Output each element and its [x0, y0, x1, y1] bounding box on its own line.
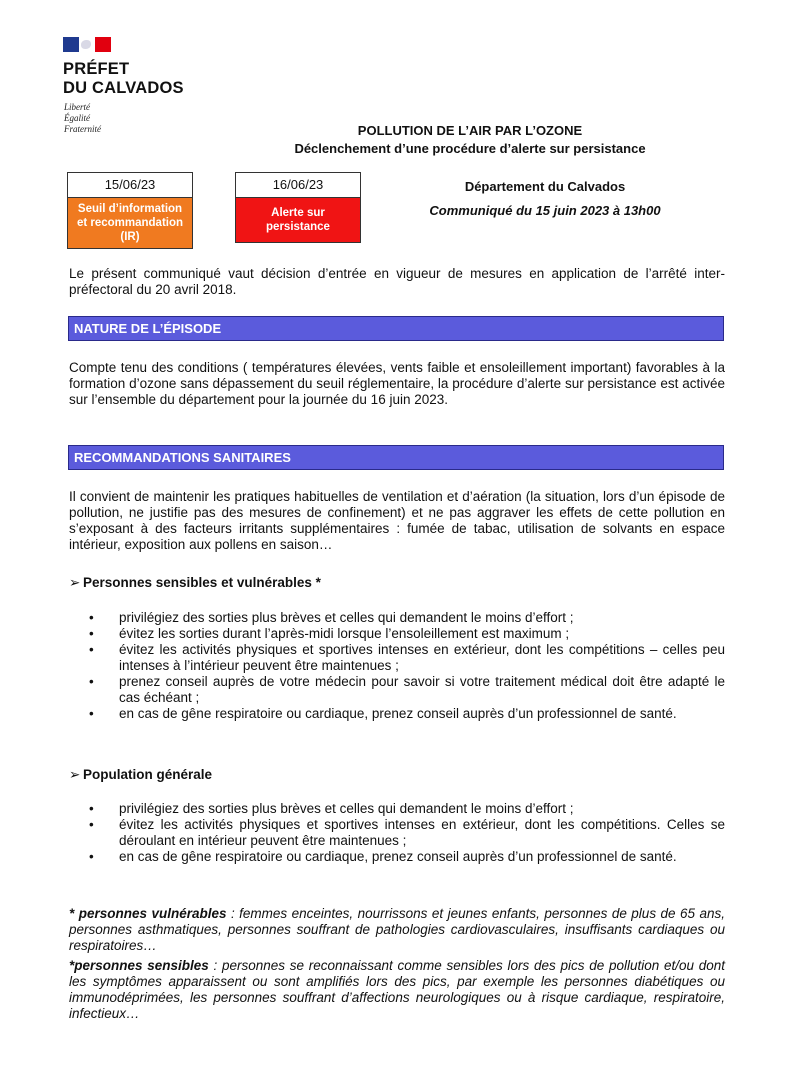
motto-liberte: Liberté [64, 102, 90, 112]
alert-date: 16/06/23 [236, 173, 360, 198]
recommandations-paragraph: Il convient de maintenir les pratiques habituelles de ventilation et d’aération (la situation, lors d’un épisode de pollution, ne justifie pas des mesures de confinement) et ne pas aggraver les effets de cette pollution en s’exposant à des facteurs irritants supplémentaires : fumée de tabac, utilisation de solvants en espace intérieur, exposition aux pollens en saison… [69, 489, 725, 552]
alert-box-day-1 [67, 172, 193, 249]
document-subtitle: Déclenchement d’une procédure d’alerte sur persistance [294, 141, 646, 156]
list-item: • en cas de gêne respiratoire ou cardiaque, prenez conseil auprès d’un professionnel de santé. [89, 706, 677, 721]
bullet-icon: • [89, 674, 94, 689]
footnote-sensibles-text: : personnes se reconnaissant comme sensibles lors des pics de pollution et/ou dont les symptômes apparaissent ou sont amplifiés lors des pics, par exemple les personnes diabétiques ou immunodéprimées, les personnes souffrant d’affections neurologiques ou à risque cardiaque, respiratoire, infectieux… [69, 958, 725, 1021]
list-sensibles [69, 610, 725, 722]
department-name: Département du Calvados [464, 179, 626, 194]
prefet-line-2: DU CALVADOS [63, 79, 184, 97]
subheading-sensibles-label: Personnes sensibles et vulnérables * [83, 575, 321, 590]
footnote-vulnerables-text: : femmes enceintes, nourrissons et jeunes enfants, personnes de plus de 65 ans, personnes asthmatiques, personnes souffrant de pathologies cardiovasculaires, insuffisants cardiaques ou respiratoires… [69, 906, 725, 953]
bullet-icon: • [89, 706, 94, 721]
alert-date: 15/06/23 [68, 173, 192, 198]
bullet-icon: • [89, 610, 94, 625]
list-generale [69, 801, 725, 865]
footnote-vulnerables [69, 906, 725, 954]
footnote-sensibles [69, 958, 725, 1022]
bullet-icon: • [89, 642, 94, 657]
alert-level-badge: Alerte sur persistance [236, 198, 360, 242]
bullet-icon: • [89, 626, 94, 641]
communique-date: Communiqué du 15 juin 2023 à 13h00 [429, 203, 661, 218]
list-item: • en cas de gêne respiratoire ou cardiaque, prenez conseil auprès d’un professionnel de santé. [89, 849, 677, 864]
list-item: • privilégiez des sorties plus brèves et celles qui demandent le moins d’effort ; [89, 610, 574, 625]
list-item: • évitez les activités physiques et sportives intenses en extérieur, dont les compétitions – celles peu intenses à l’intérieur peuvent être maintenues ; [89, 642, 725, 673]
subheading-generale-label: Population générale [83, 767, 213, 782]
list-item: • évitez les sorties durant l’après-midi lorsque l’ensoleillement est maximum ; [89, 626, 570, 641]
marianne-flag-logo [63, 37, 111, 52]
subheading-sensibles [69, 575, 321, 591]
subheading-generale [69, 767, 212, 783]
list-item: • prenez conseil auprès de votre médecin pour savoir si votre traitement médical doit être adapté le cas échéant ; [89, 674, 725, 705]
motto-egalite: Égalité [64, 113, 90, 123]
prefet-line-1: PRÉFET [63, 60, 130, 78]
alert-level-badge: Seuil d’information et recommandation (IR) [68, 198, 192, 248]
intro-paragraph: Le présent communiqué vaut décision d’entrée en vigueur de mesures en application de l’arrêté inter-préfectoral du 20 avril 2018. [69, 266, 725, 297]
alert-box-day-2 [235, 172, 361, 243]
bullet-icon: • [89, 817, 94, 832]
document-title: POLLUTION DE L’AIR PAR L’OZONE [357, 123, 583, 138]
bullet-icon: • [89, 801, 94, 816]
arrow-bullet-icon: ➢ [69, 767, 81, 782]
republic-motto [64, 102, 101, 135]
footnote-vulnerables-label: * personnes vulnérables [69, 906, 227, 921]
section-heading-nature: NATURE DE L’ÉPISODE [68, 316, 724, 341]
motto-fraternite: Fraternité [64, 124, 101, 134]
prefecture-name [63, 60, 184, 98]
list-item: • privilégiez des sorties plus brèves et celles qui demandent le moins d’effort ; [89, 801, 574, 816]
footnote-sensibles-label: *personnes sensibles [69, 958, 209, 973]
nature-paragraph: Compte tenu des conditions ( températures élevées, vents faible et ensoleillement important) favorables à la formation d’ozone sans dépassement du seuil réglementaire, la procédure d’alerte sur persistance est activée sur l’ensemble du département pour la journée du 16 juin 2023. [69, 360, 725, 407]
list-item: • évitez les activités physiques et sportives intenses en extérieur, dont les compétitions. Celles se déroulant en intérieur peuvent être maintenues ; [89, 817, 725, 848]
bullet-icon: • [89, 849, 94, 864]
arrow-bullet-icon: ➢ [69, 575, 81, 590]
section-heading-recommandations: RECOMMANDATIONS SANITAIRES [68, 445, 724, 470]
